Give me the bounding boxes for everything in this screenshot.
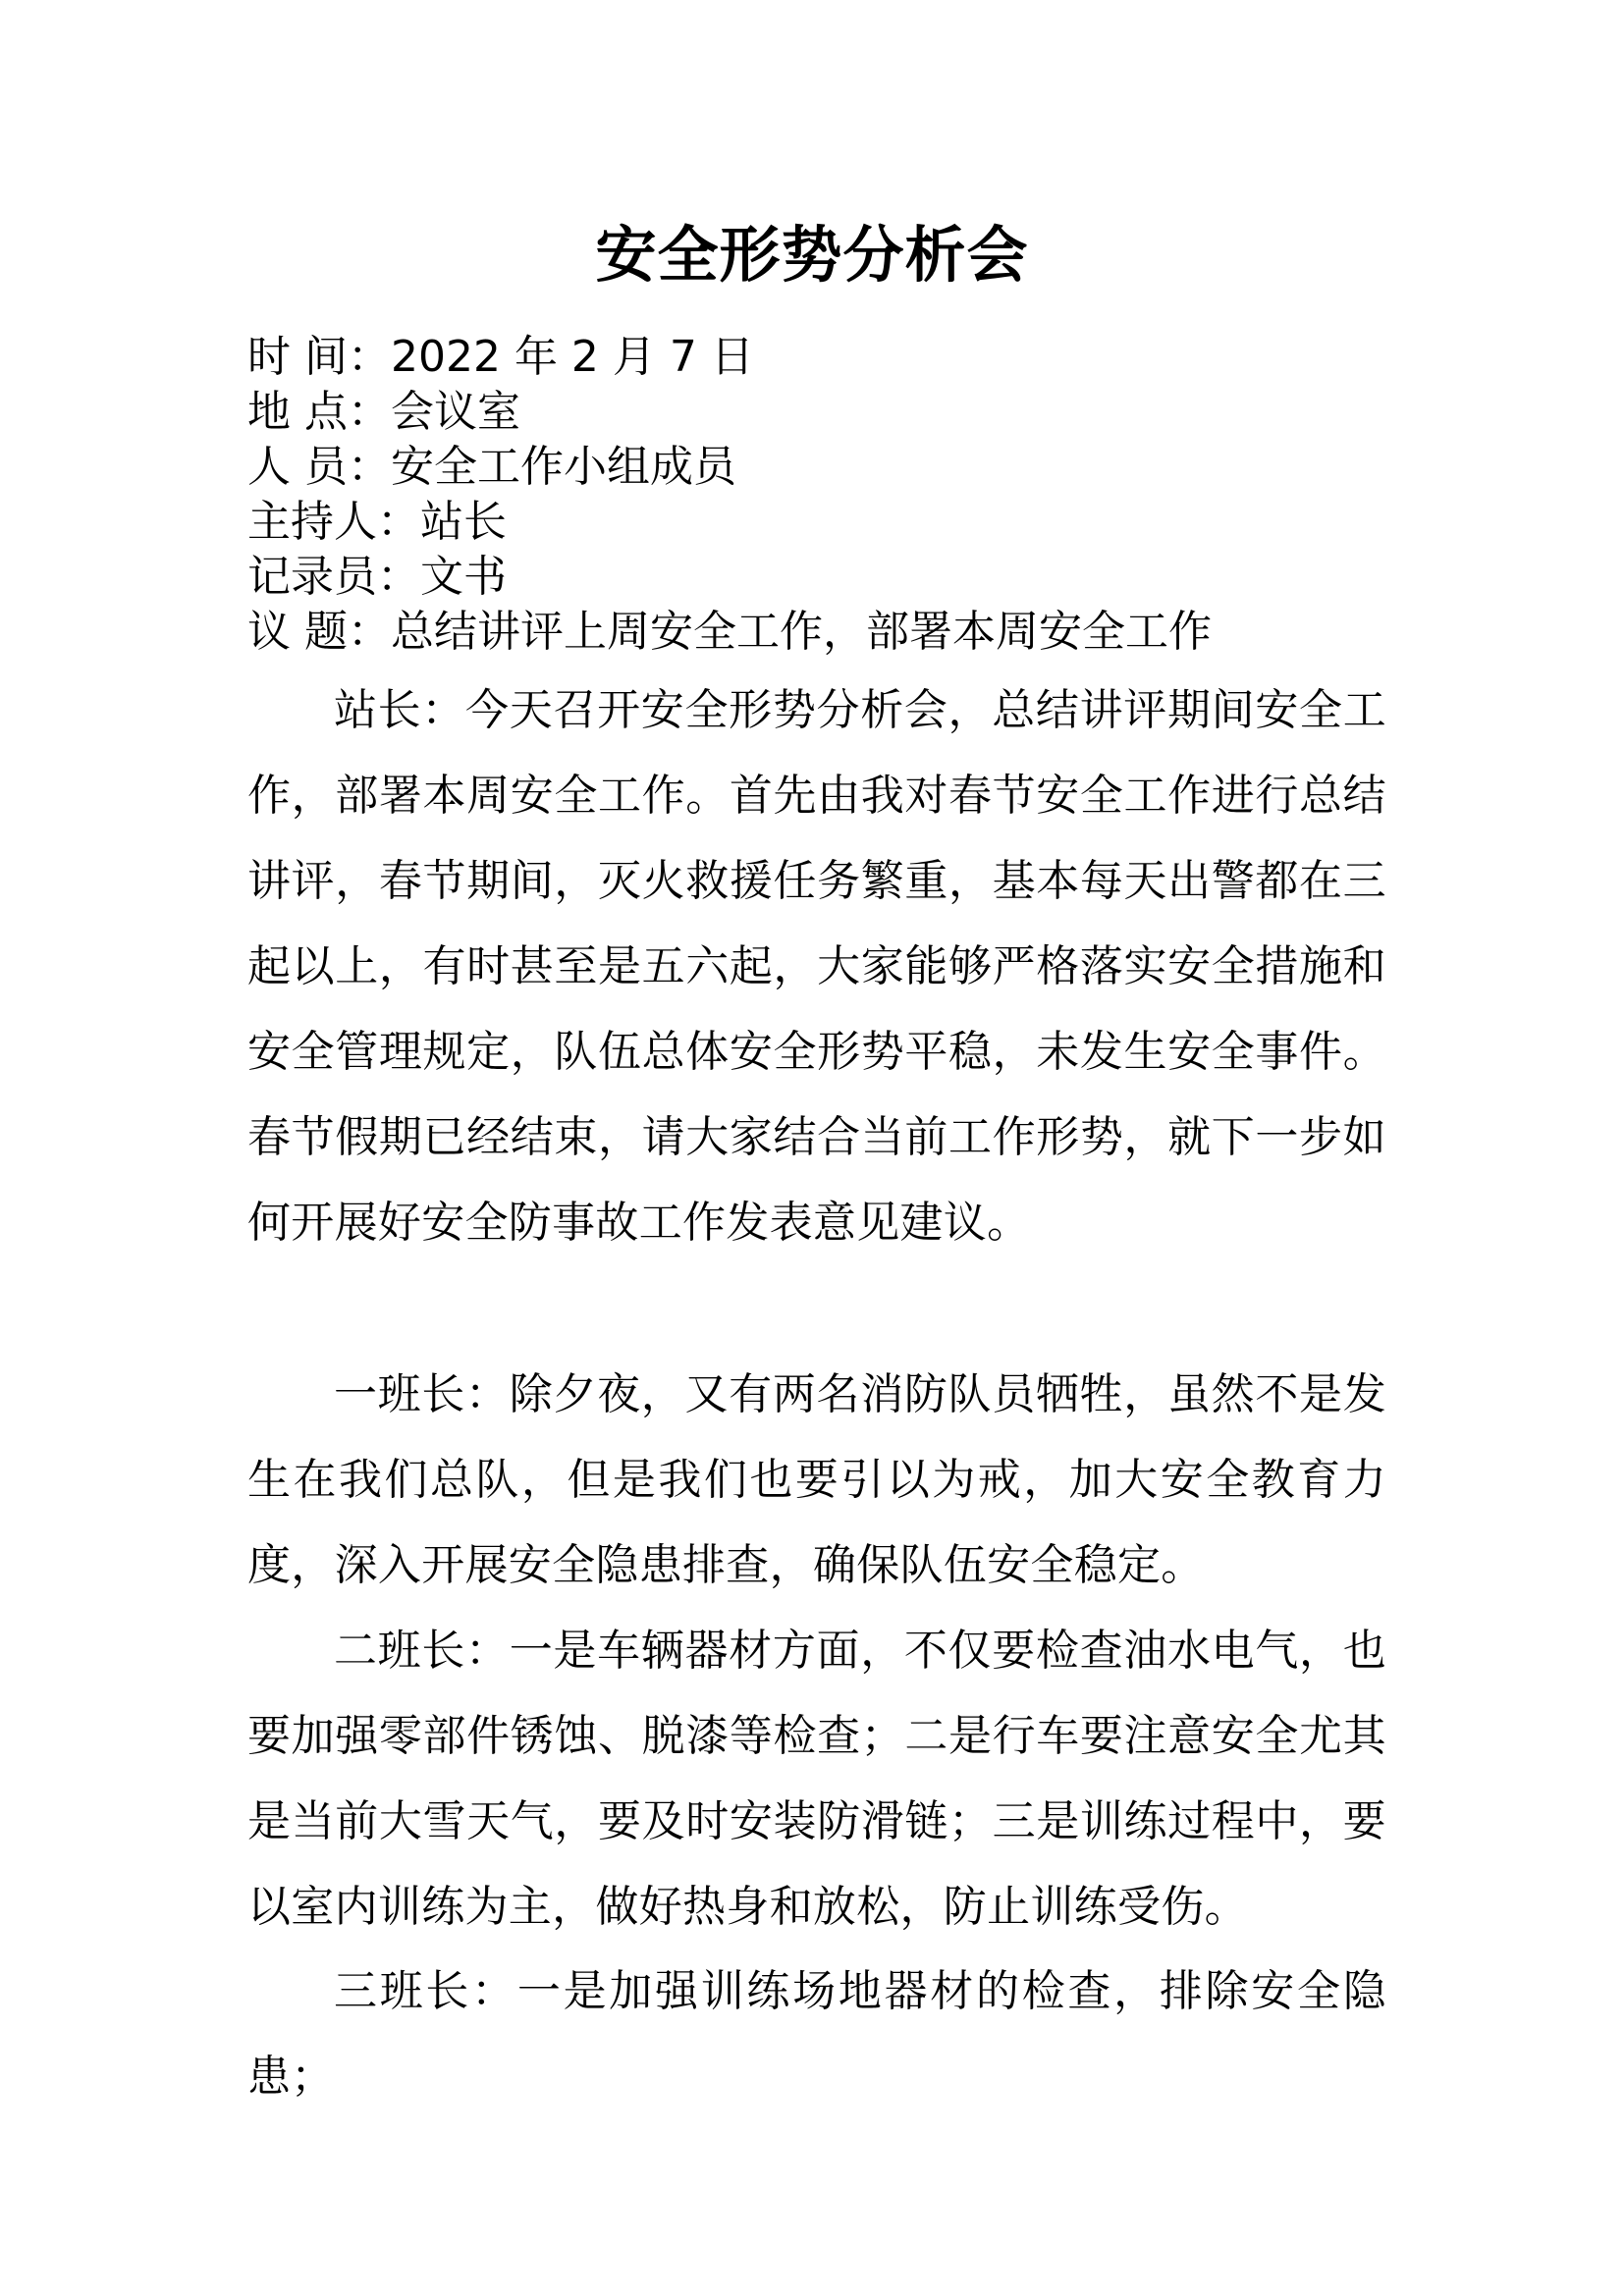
- meeting-time: 时 间：2022 年 2 月 7 日: [247, 332, 754, 382]
- meeting-info: [247, 330, 1386, 660]
- meeting-location: 地 点：会议室: [247, 387, 520, 437]
- paragraph-squad-leader-3: 三班长：一是加强训练场地器材的检查，排除安全隐患；: [247, 1966, 1386, 2102]
- paragraph-squad-leader-2: 二班长：一是车辆器材方面，不仅要检查油水电气，也要加强零部件锈蚀、脱漆等检查；二是行车要注意安全尤其是当前大雪天气，要及时安装防滑链；三是训练过程中，要以室内训练为主，做好热身和放松，防止训练受伤。: [247, 1626, 1386, 1932]
- paragraph-squad-leader-1: 一班长：除夕夜，又有两名消防队员牺牲，虽然不是发生在我们总队，但是我们也要引以为戒，加大安全教育力度，深入开展安全隐患排查，确保队伍安全稳定。: [247, 1369, 1386, 1590]
- meeting-recorder: 记录员：文书: [247, 552, 507, 602]
- paragraph-station-chief: 站长：今天召开安全形势分析会，总结讲评期间安全工作，部署本周安全工作。首先由我对春节安全工作进行总结讲评，春节期间，灭火救援任务繁重，基本每天出警都在三起以上，有时甚至是五六起，大家能够严格落实安全措施和安全管理规定，队伍总体安全形势平稳，未发生安全事件。春节假期已经结束，请大家结合当前工作形势，就下一步如何开展好安全防事故工作发表意见建议。: [247, 685, 1386, 1248]
- meeting-topic: 议 题：总结讲评上周安全工作，部署本周安全工作: [247, 607, 1212, 657]
- meeting-attendees: 人 员：安全工作小组成员: [247, 442, 736, 492]
- document-title: 安全形势分析会: [595, 219, 1029, 291]
- meeting-host: 主持人：站长: [247, 497, 507, 547]
